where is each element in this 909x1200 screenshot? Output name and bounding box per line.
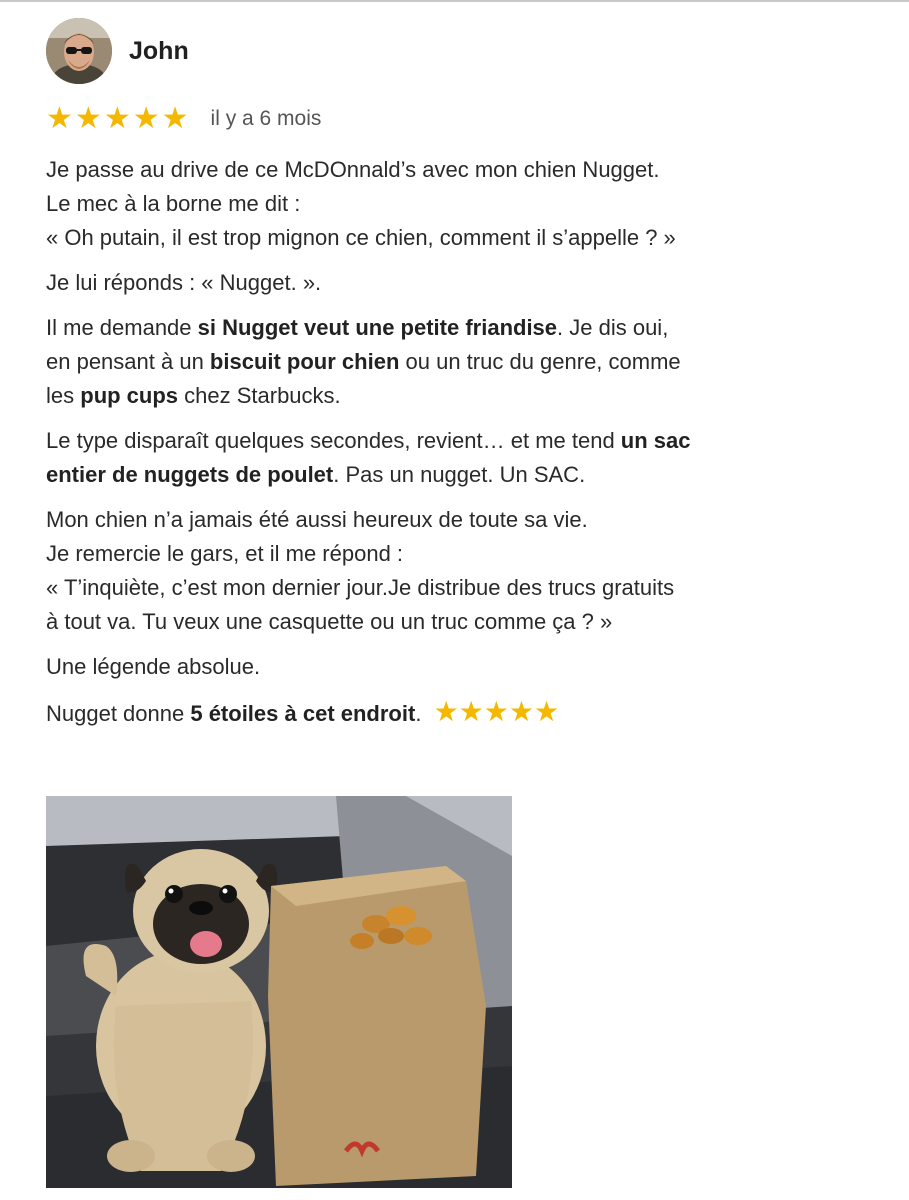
review-line	[46, 695, 876, 731]
review-date: il y a 6 mois	[210, 107, 322, 130]
review-line: Je lui réponds : « Nugget. ».	[46, 270, 322, 295]
text-span: en pensant à un	[46, 349, 210, 374]
author-name[interactable]: John	[129, 36, 189, 65]
review-line	[46, 345, 876, 379]
review-line: « Oh putain, il est trop mignon ce chien, comment il s’appelle ? »	[46, 225, 676, 250]
bold-span: biscuit pour chien	[209, 349, 400, 374]
star-icon: ★	[161, 102, 189, 135]
bold-span: 5 étoiles à cet endroit	[190, 701, 416, 726]
star-icon: ★	[132, 102, 160, 135]
text-span: Il me demande	[46, 315, 198, 340]
text-span: . Pas un nugget. Un SAC.	[333, 462, 586, 487]
text-span: Le type disparaît quelques secondes, revient… et me tend	[46, 428, 621, 453]
bold-span: un sac	[620, 428, 691, 453]
text-span: les	[46, 383, 81, 408]
inline-star-icons: ★★★★★	[433, 696, 560, 727]
review-line: à tout va. Tu veux une casquette ou un truc comme ça ? »	[46, 609, 613, 634]
review-line: Le mec à la borne me dit :	[46, 191, 301, 216]
text-span: . Je dis oui,	[557, 315, 669, 340]
star-icon: ★	[46, 102, 73, 135]
bold-span: pup cups	[80, 383, 179, 408]
avatar[interactable]	[46, 18, 112, 84]
review-line	[46, 379, 876, 413]
star-icon: ★	[103, 102, 131, 135]
bold-span: entier de nuggets de poulet	[46, 462, 334, 487]
top-divider	[0, 0, 909, 2]
review-line: Mon chien n’a jamais été aussi heureux de toute sa vie.	[46, 507, 588, 532]
text-span: ou un truc du genre, comme	[399, 349, 681, 374]
photo-illustration	[46, 796, 512, 1188]
text-span: chez Starbucks.	[178, 383, 341, 408]
review-header	[46, 18, 189, 84]
star-icon: ★	[74, 102, 102, 135]
review-line	[46, 424, 876, 458]
review-line: « T’inquiète, c’est mon dernier jour.Je distribue des trucs gratuits	[46, 575, 675, 600]
text-span: Nugget donne	[46, 701, 191, 726]
review-line: Une légende absolue.	[46, 654, 261, 679]
review-line: Je remercie le gars, et il me répond :	[46, 541, 404, 566]
review-text	[46, 153, 876, 731]
text-span: .	[415, 701, 422, 726]
review-photo[interactable]	[46, 796, 512, 1188]
rating-row	[46, 104, 321, 134]
bold-span: si Nugget veut une petite friandise	[197, 315, 558, 340]
star-rating	[46, 104, 189, 134]
review-line	[46, 311, 876, 345]
review-line	[46, 458, 876, 492]
review-line: Je passe au drive de ce McDOnnald’s avec mon chien Nugget.	[46, 157, 660, 182]
